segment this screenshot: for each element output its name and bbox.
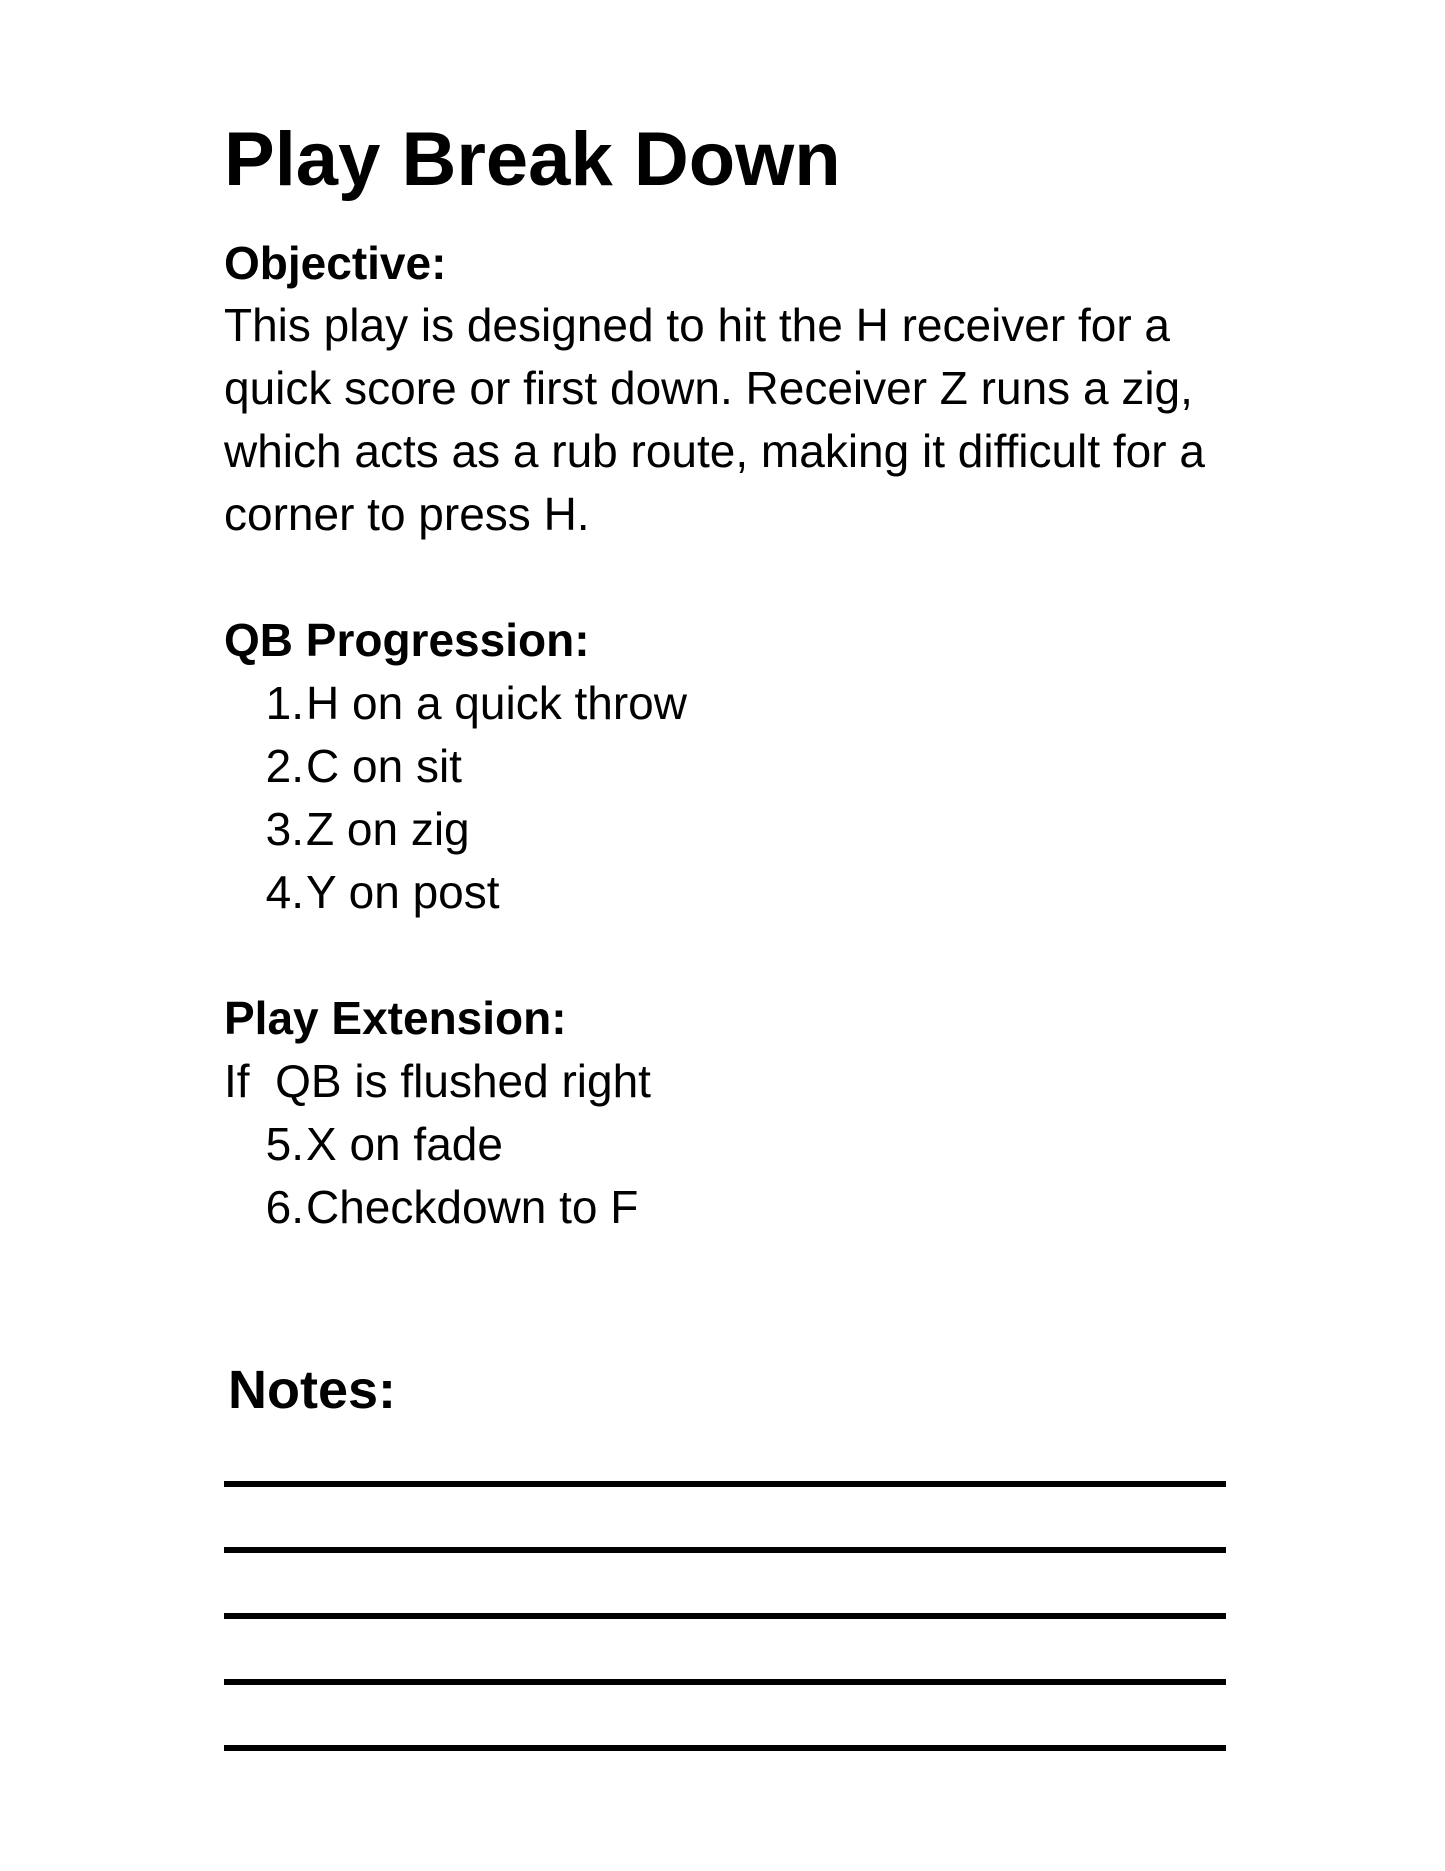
- objective-line-3: which acts as a rub route, making it difficult for a: [224, 425, 1205, 477]
- notes-writing-line: [224, 1679, 1226, 1685]
- list-item: [224, 735, 687, 798]
- list-number: 4.: [265, 866, 304, 918]
- objective-line-4: corner to press H.: [224, 488, 590, 540]
- list-number: 5.: [265, 1118, 304, 1170]
- list-text: X on fade: [306, 1118, 503, 1170]
- play-extension-condition: If QB is flushed right: [224, 1055, 651, 1107]
- page-title: Play Break Down: [224, 117, 841, 202]
- list-number: 1.: [265, 677, 304, 729]
- list-number: 2.: [265, 740, 304, 792]
- objective-line-2: quick score or first down. Receiver Z runs a zig,: [224, 362, 1193, 414]
- list-item: [224, 1176, 638, 1239]
- list-item: [224, 1113, 638, 1176]
- qb-progression-heading: QB Progression:: [224, 614, 590, 666]
- list-text: H on a quick throw: [306, 677, 687, 729]
- play-extension-list: [224, 1113, 638, 1239]
- notes-writing-line: [224, 1481, 1226, 1487]
- objective-heading: Objective:: [224, 237, 447, 289]
- qb-progression-list: [224, 672, 687, 924]
- list-number: 3.: [265, 803, 304, 855]
- list-item: [224, 798, 687, 861]
- list-text: Z on zig: [306, 803, 470, 855]
- notes-heading: Notes:: [228, 1360, 397, 1420]
- list-text: Y on post: [306, 866, 500, 918]
- notes-writing-line: [224, 1613, 1226, 1619]
- notes-writing-line: [224, 1547, 1226, 1553]
- list-text: Checkdown to F: [306, 1181, 639, 1233]
- notes-writing-line: [224, 1745, 1226, 1751]
- objective-line-1: This play is designed to hit the H receiver for a: [224, 299, 1171, 351]
- play-extension-heading: Play Extension:: [224, 992, 567, 1044]
- list-text: C on sit: [306, 740, 462, 792]
- play-breakdown-page: [224, 0, 1224, 1871]
- list-item: [224, 672, 687, 735]
- list-item: [224, 861, 687, 924]
- list-number: 6.: [265, 1181, 304, 1233]
